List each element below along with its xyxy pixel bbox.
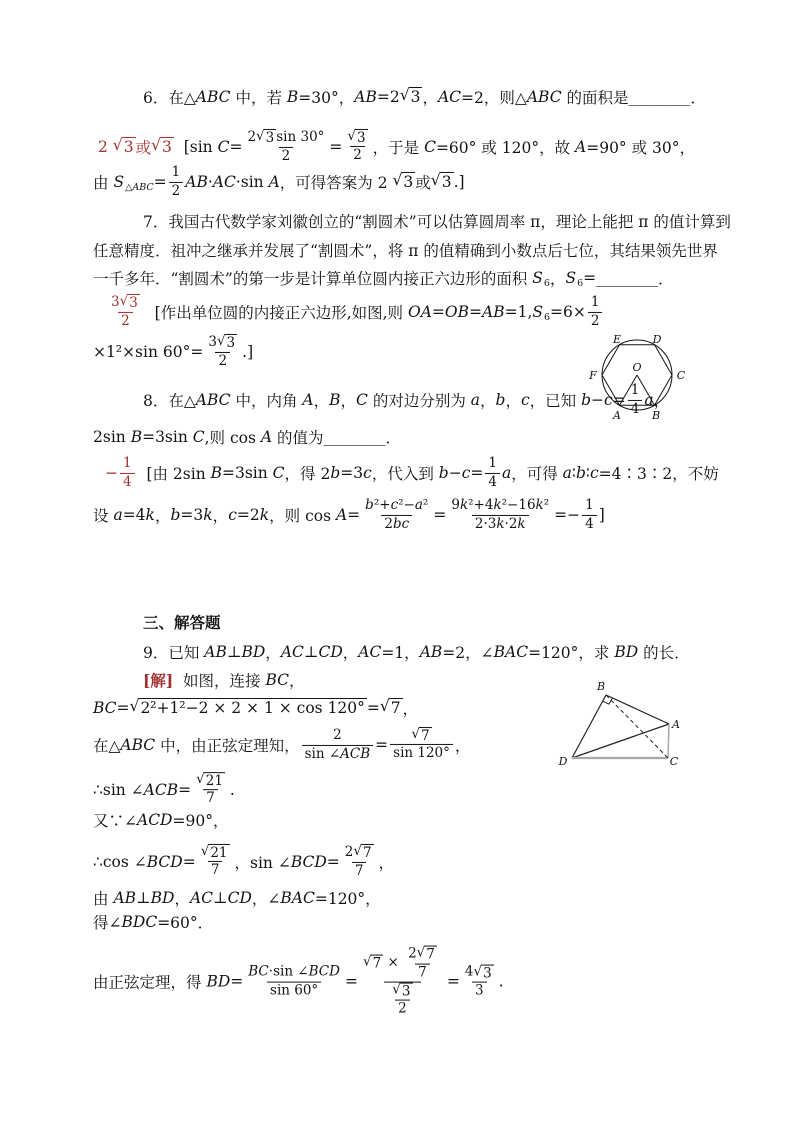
quad-label-a: A <box>672 718 680 731</box>
hexagon-label-a: A <box>613 409 621 422</box>
hexagon-label-f: F <box>589 369 597 382</box>
problem7-question-line3: 一千多年．“割圆术”的第一步是计算单位圆内接正六边形的面积 S 6 ， S 6 = ________ ． <box>93 269 674 289</box>
problem9-line-perpendiculars: 由 AB ⊥ BD ， AC ⊥ CD ，∠ BAC =120°， <box>93 889 381 908</box>
problem7-question-line2: 任意精度．祖冲之继承并发展了“割圆术”，将 π 的值精确到小数点后七位，其结果领先世界 <box>93 242 718 260</box>
problem7-answer-line1: 3 √ 3 2 [作出单位圆的内接正六边形,如图,则 OA = OB = AB =1, S 6 =6× $\frac{1}{2}$ <box>106 294 604 330</box>
quad-label-d: D <box>558 755 568 768</box>
problem7-question-line1: 7．我国古代数学家刘徽创立的“割圆术”可以估算圆周率 π，理论上能把 π 的值计算到 <box>143 213 731 231</box>
problem9-line-bd-result: 由正弦定理，得 BD = BC ·sin ∠ BCD sin 60° = √ 7 × 2 √ 7 7 √ 3 2 = 4 √ 3 3 . <box>93 944 504 1017</box>
problem7-answer-line2: ×1²×sin 60°= 3 √ 3 2 .] <box>93 333 254 369</box>
quad-label-b: B <box>596 680 606 693</box>
problem8-question-line1: 8．在△ ABC 中，内角 A ， B ， C 的对边分别为 a ， b ， c ，已知 b − c = $\frac{1}{4}$ a ， <box>143 381 670 417</box>
hexagon-label-d: D <box>652 333 662 346</box>
problem8-answer-line2: 设 a =4 k ， b =3 k ， c =2 k ，则 cos A = b ²+ c ²− a ² 2 bc = 9 k ²+4 k ²−16 k ² 2·3 k ·2 k =− $\frac{1}{4}$ ] <box>93 496 605 532</box>
hexagon-label-o: O <box>632 361 642 374</box>
problem8-question-line2: 2sin B =3sin C ,则 cos A 的值为 ________ ． <box>93 428 402 447</box>
problem6-answer-line2: 由 S △ABC = $\frac{1}{2}$ AB · AC ·sin A ，可得答案为 2 √ 3 或 √ 3 .] <box>93 163 465 199</box>
problem9-line-sine-rule: 在△ ABC 中，由正弦定理知， 2 sin ∠ ACB = √ 7 sin 120° ， <box>93 726 471 762</box>
hexagon-label-c: C <box>676 369 686 382</box>
problem6-question: 6．在△ ABC 中，若 B =30°， AB =2 √ 3 ， AC =2，则△ ABC 的面积是 ________ ． <box>143 86 707 107</box>
hexagon-label-b: B <box>651 409 661 422</box>
problem9-line-bc: BC = √ 2²+1²−2 × 2 × 1 × cos 120° = √ 7 ， <box>93 697 419 718</box>
problem9-question: 9．已知 AB ⊥ BD ， AC ⊥ CD ， AC =1， AB =2，∠ BAC =120°，求 BD 的长． <box>143 643 690 662</box>
problem9-line-sin-acb: ∴sin ∠ ACB = √ 21 7 . <box>93 771 235 807</box>
hexagon-label-e: E <box>612 333 622 346</box>
problem9-line-bdc-60: 得∠ BDC =60°． <box>93 913 214 932</box>
problem9-solution-intro: [解] 如图，连接 BC ， <box>143 671 305 690</box>
quadrilateral-figure <box>552 672 697 772</box>
problem9-line-acd-90: 又∵∠ ACD =90°， <box>93 811 229 830</box>
quad-label-c: C <box>669 755 679 768</box>
section3-header: 三、解答题 <box>143 613 221 632</box>
problem6-answer-line1: 2 √ 3 或 √ 3 [sin C = 2 √ 3 sin 30° 2 = √ 3 2 ，于是 C =60° 或 120°，故 A =90° 或 30°， <box>98 128 696 164</box>
edge-ac <box>668 724 669 758</box>
problem8-answer-line1: − $\frac{1}{4}$ [由 2sin B =3sin C ，得 2 b =3 c ，代入到 b − c = $\frac{1}{4}$ a ，可得 a ∶ b ∶ c =4∶3∶2，不妨 <box>105 454 719 490</box>
dashed-bc <box>606 695 668 758</box>
problem9-line-cos-sin-bcd: ∴cos ∠ BCD = √ 21 7 ，sin ∠ BCD = 2 √ 7 7 ， <box>93 843 395 879</box>
edges-bd-ba-da <box>572 695 669 758</box>
